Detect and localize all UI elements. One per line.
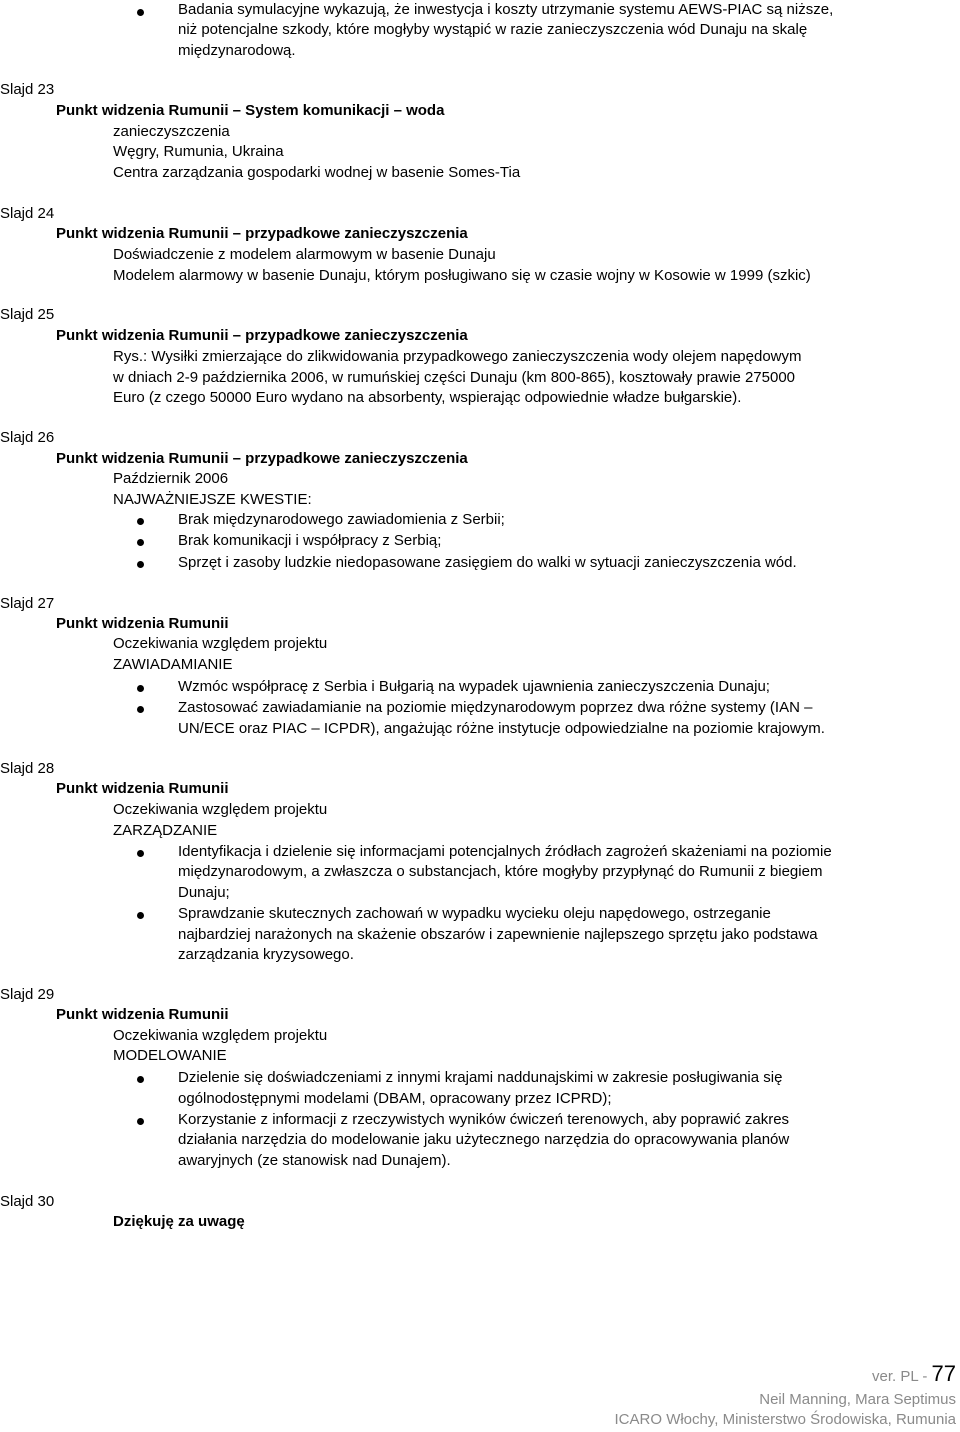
intro-bullet-line: niż potencjalne szkody, które mogłyby wystąpić w razie zanieczyszczenia wód Dunaju na skalę — [178, 21, 808, 38]
bullet-text: UN/ECE oraz PIAC – ICPDR), angażując różne instytucje odpowiedzialne na poziomie krajowym. — [178, 720, 825, 737]
slide-line: Euro (z czego 50000 Euro wydano na absorbenty, wspierając odpowiednie władze bułgarskie). — [113, 389, 742, 406]
bullet-text: Brak komunikacji i współpracy z Serbią; — [178, 532, 442, 549]
bullet-text: zarządzania kryzysowego. — [178, 946, 354, 963]
footer-organizations: ICARO Włochy, Ministerstwo Środowiska, Rumunia — [614, 1411, 956, 1428]
slide-line: Rys.: Wysiłki zmierzające do zlikwidowania przypadkowego zanieczyszczenia wody olejem napędowym — [113, 348, 802, 365]
bullet-text: międzynarodowym, a zwłaszcza o substancjach, które mogłyby przypłynąć do Rumunii z biegiem — [178, 863, 823, 880]
bullet-icon — [137, 518, 144, 525]
slide-line: Modelem alarmowy w basenie Dunaju, którym posługiwano się w czasie wojny w Kosowie w 1999 (szkic) — [113, 267, 811, 284]
intro-bullet-line: Badania symulacyjne wykazują, że inwestycja i koszty utrzymanie systemu AEWS-PIAC są niższe, — [178, 1, 834, 18]
bullet-text: najbardziej narażonych na skażenie obszarów i zapewnienie najlepszego sprzętu jako podstawa — [178, 926, 818, 943]
slide-heading: Punkt widzenia Rumunii – przypadkowe zanieczyszczenia — [56, 225, 468, 242]
bullet-icon — [137, 912, 144, 919]
bullet-text: Wzmóc współpracę z Serbia i Bułgarią na wypadek ujawnienia zanieczyszczenia Dunaju; — [178, 678, 770, 695]
bullet-text: awaryjnych (ze stanowisk nad Dunajem). — [178, 1152, 451, 1169]
bullet-icon — [137, 539, 144, 546]
bullet-text: Identyfikacja i dzielenie się informacjami potencjalnych źródłach zagrożeń skażeniami na poziomie — [178, 843, 832, 860]
slide-line: MODELOWANIE — [113, 1047, 227, 1064]
bullet-text: Korzystanie z informacji z rzeczywistych wyników ćwiczeń terenowych, aby poprawić zakres — [178, 1111, 790, 1128]
footer-version-label: ver. PL - — [872, 1368, 928, 1385]
page-number: 77 — [931, 1361, 956, 1386]
slide-line: ZARZĄDZANIE — [113, 822, 218, 839]
slide-line: zanieczyszczenia — [113, 123, 230, 140]
bullet-icon — [137, 706, 144, 713]
bullet-icon — [137, 9, 144, 16]
slide-label: Slajd 29 — [0, 986, 55, 1003]
bullet-text: Dunaju; — [178, 884, 230, 901]
slide-label: Slajd 26 — [0, 429, 55, 446]
slide-line: Doświadczenie z modelem alarmowym w basenie Dunaju — [113, 246, 496, 263]
slide-heading: Punkt widzenia Rumunii – przypadkowe zanieczyszczenia — [56, 450, 468, 467]
bullet-text: Sprzęt i zasoby ludzkie niedopasowane zasięgiem do walki w sytuacji zanieczyszczenia wód. — [178, 554, 797, 571]
slide-heading: Punkt widzenia Rumunii — [56, 615, 229, 632]
bullet-text: Sprawdzanie skutecznych zachowań w wypadku wycieku oleju napędowego, ostrzeganie — [178, 905, 771, 922]
slide-label: Slajd 25 — [0, 306, 55, 323]
slide-line: ZAWIADAMIANIE — [113, 656, 233, 673]
footer-authors: Neil Manning, Mara Septimus — [759, 1391, 956, 1408]
slide-label: Slajd 28 — [0, 760, 55, 777]
bullet-icon — [137, 1118, 144, 1125]
intro-bullet-line: międzynarodową. — [178, 42, 296, 59]
slide-line: NAJWAŻNIEJSZE KWESTIE: — [113, 491, 312, 508]
slide-line: Oczekiwania względem projektu — [113, 1027, 328, 1044]
slide-label: Slajd 24 — [0, 205, 55, 222]
slide-label: Slajd 30 — [0, 1193, 55, 1210]
slide-line: Październik 2006 — [113, 470, 229, 487]
closing-text: Dziękuję za uwagę — [113, 1213, 245, 1230]
slide-line: Oczekiwania względem projektu — [113, 635, 328, 652]
bullet-text: Brak międzynarodowego zawiadomienia z Serbii; — [178, 511, 505, 528]
bullet-icon — [137, 1076, 144, 1083]
slide-line: w dniach 2-9 października 2006, w rumuńskiej części Dunaju (km 800-865), kosztowały prawie 275000 — [113, 369, 796, 386]
slide-heading: Punkt widzenia Rumunii – przypadkowe zanieczyszczenia — [56, 327, 468, 344]
bullet-icon — [137, 685, 144, 692]
slide-line: Centra zarządzania gospodarki wodnej w basenie Somes-Tia — [113, 164, 521, 181]
footer-version — [872, 1361, 956, 1387]
slide-heading: Punkt widzenia Rumunii — [56, 780, 229, 797]
bullet-icon — [137, 561, 144, 568]
bullet-icon — [137, 850, 144, 857]
slide-heading: Punkt widzenia Rumunii — [56, 1006, 229, 1023]
slide-line: Węgry, Rumunia, Ukraina — [113, 143, 284, 160]
bullet-text: Zastosować zawiadamianie na poziomie międzynarodowym poprzez dwa różne systemy (IAN – — [178, 699, 813, 716]
slide-line: Oczekiwania względem projektu — [113, 801, 328, 818]
slide-label: Slajd 23 — [0, 81, 55, 98]
bullet-text: Dzielenie się doświadczeniami z innymi krajami naddunajskimi w zakresie posługiwania się — [178, 1069, 783, 1086]
slide-heading: Punkt widzenia Rumunii – System komunikacji – woda — [56, 102, 445, 119]
bullet-text: działania narzędzia do modelowanie jaku użytecznego narzędzia do opracowywania planów — [178, 1131, 790, 1148]
slide-label: Slajd 27 — [0, 595, 55, 612]
bullet-text: ogólnodostępnymi modelami (DBAM, opracowany przez ICPRD); — [178, 1090, 612, 1107]
